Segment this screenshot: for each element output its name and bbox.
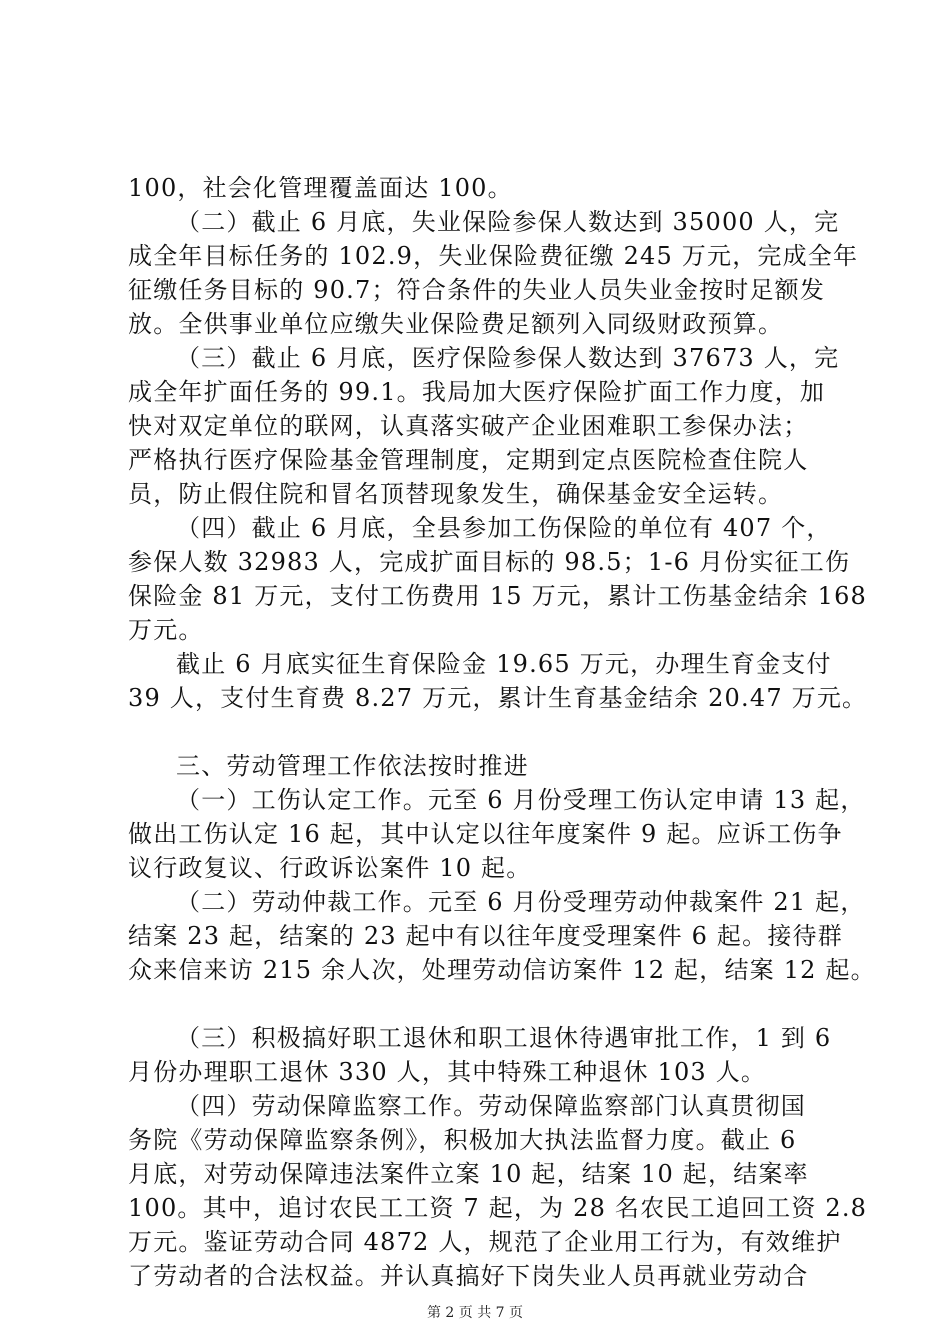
paragraph-line: （四）劳动保障监察工作。劳动保障监察部门认真贯彻国	[176, 1092, 806, 1120]
paragraph-line: （三）积极搞好职工退休和职工退休待遇审批工作，1 到 6	[176, 1024, 832, 1052]
paragraph-line: （三）截止 6 月底，医疗保险参保人数达到 37673 人，完	[176, 344, 840, 372]
paragraph-line: 员，防止假住院和冒名顶替现象发生，确保基金安全运转。	[128, 480, 784, 508]
paragraph-line: （一）工伤认定工作。元至 6 月份受理工伤认定申请 13 起，	[176, 786, 866, 814]
paragraph-line: 万元。鉴证劳动合同 4872 人，规范了企业用工行为，有效维护	[128, 1228, 842, 1256]
paragraph-line: 议行政复议、行政诉讼案件 10 起。	[128, 854, 532, 882]
paragraph-line: 结案 23 起，结案的 23 起中有以往年度受理案件 6 起。接待群	[128, 922, 843, 950]
paragraph-line: 月底，对劳动保障违法案件立案 10 起，结案 10 起，结案率	[128, 1160, 809, 1188]
paragraph-line: 参保人数 32983 人，完成扩面目标的 98.5；1-6 月份实征工伤	[128, 548, 851, 576]
paragraph-line: 万元。	[128, 616, 204, 644]
paragraph-line: 成全年扩面任务的 99.1。我局加大医疗保险扩面工作力度，加	[128, 378, 826, 406]
paragraph-line: 成全年目标任务的 102.9，失业保险费征缴 245 万元，完成全年	[128, 242, 859, 270]
paragraph-line: 保险金 81 万元，支付工伤费用 15 万元，累计工伤基金结余 168	[128, 582, 868, 610]
paragraph-line: 快对双定单位的联网，认真落实破产企业困难职工参保办法；	[128, 412, 809, 440]
paragraph-line: 务院《劳动保障监察条例》，积极加大执法监督力度。截止 6	[128, 1126, 797, 1154]
paragraph-line: （二）截止 6 月底，失业保险参保人数达到 35000 人，完	[176, 208, 840, 236]
paragraph-line: 39 人，支付生育费 8.27 万元，累计生育基金结余 20.47 万元。	[128, 684, 868, 712]
paragraph-line: 放。全供事业单位应缴失业保险费足额列入同级财政预算。	[128, 310, 784, 338]
paragraph-line: 截止 6 月底实征生育保险金 19.65 万元，办理生育金支付	[176, 650, 832, 678]
paragraph-line: 月份办理职工退休 330 人，其中特殊工种退休 103 人。	[128, 1058, 767, 1086]
section-heading: 三、劳动管理工作依法按时推进	[176, 752, 529, 780]
paragraph-line: 100。其中，追讨农民工工资 7 起，为 28 名农民工追回工资 2.8	[128, 1194, 868, 1222]
paragraph-line: 了劳动者的合法权益。并认真搞好下岗失业人员再就业劳动合	[128, 1262, 809, 1290]
paragraph-line: 众来信来访 215 余人次，处理劳动信访案件 12 起，结案 12 起。	[128, 956, 876, 984]
page-number-footer: 第 2 页 共 7 页	[426, 1305, 524, 1321]
paragraph-line: （二）劳动仲裁工作。元至 6 月份受理劳动仲裁案件 21 起，	[176, 888, 866, 916]
paragraph-line: 征缴任务目标的 90.7；符合条件的失业人员失业金按时足额发	[128, 276, 826, 304]
paragraph-line: 100，社会化管理覆盖面达 100。	[128, 174, 513, 202]
paragraph-line: （四）截止 6 月底，全县参加工伤保险的单位有 407 个，	[176, 514, 832, 542]
paragraph-line: 做出工伤认定 16 起，其中认定以往年度案件 9 起。应诉工伤争	[128, 820, 843, 848]
paragraph-line: 严格执行医疗保险基金管理制度，定期到定点医院检查住院人	[128, 446, 809, 474]
